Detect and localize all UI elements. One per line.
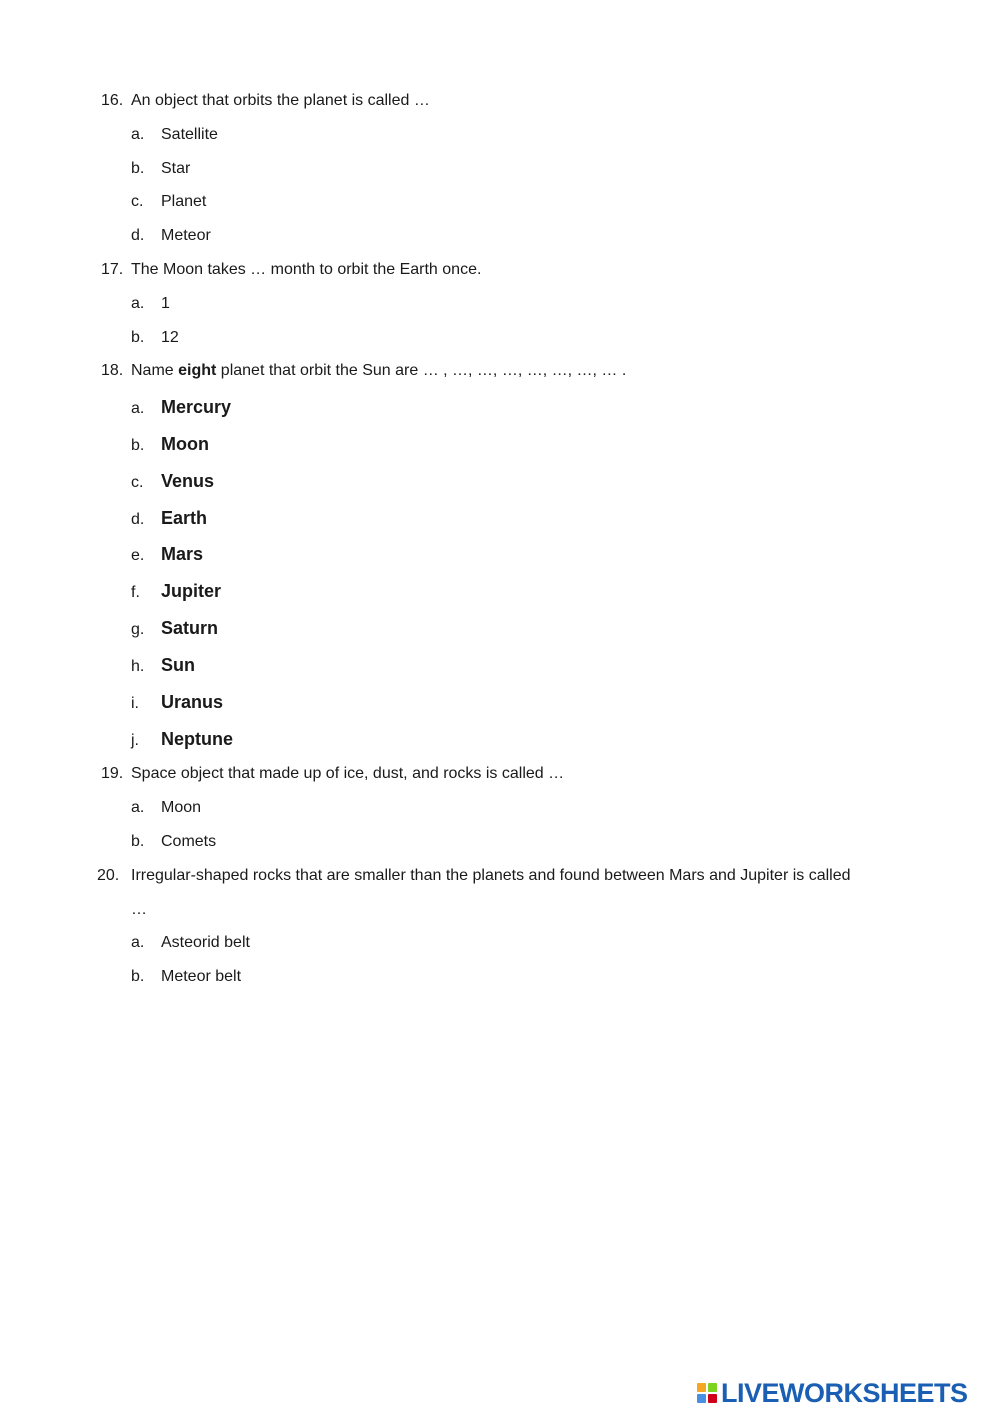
option-16a[interactable] bbox=[131, 125, 218, 145]
option-text: Saturn bbox=[161, 618, 219, 638]
question-text-bold: eight bbox=[178, 362, 217, 379]
question-17 bbox=[101, 260, 481, 280]
option-18b[interactable] bbox=[131, 434, 209, 456]
question-20 bbox=[97, 866, 851, 886]
option-18e[interactable] bbox=[131, 544, 203, 566]
option-letter: a. bbox=[131, 295, 145, 312]
option-text: Mars bbox=[161, 544, 204, 564]
option-17a[interactable] bbox=[131, 294, 170, 314]
option-text: Meteor bbox=[161, 227, 211, 244]
option-text: Mercury bbox=[161, 397, 232, 417]
option-letter: d. bbox=[131, 511, 145, 528]
option-text: Venus bbox=[161, 471, 215, 491]
logo-square bbox=[708, 1383, 717, 1392]
question-number: 20. bbox=[97, 867, 120, 884]
logo-square bbox=[708, 1394, 717, 1403]
option-text: 12 bbox=[161, 329, 179, 346]
option-19b[interactable] bbox=[131, 832, 216, 852]
option-text: Meteor belt bbox=[161, 968, 242, 985]
option-text: Planet bbox=[161, 193, 207, 210]
option-18f[interactable] bbox=[131, 581, 221, 603]
option-text: Uranus bbox=[161, 692, 224, 712]
option-20a[interactable] bbox=[131, 933, 250, 953]
option-letter: b. bbox=[131, 437, 145, 454]
option-letter: e. bbox=[131, 547, 145, 564]
question-text: Irregular-shaped rocks that are smaller than the planets and found between Mars and Jupiter is called bbox=[131, 867, 851, 884]
option-letter: c. bbox=[131, 193, 144, 210]
question-text-before: Name bbox=[131, 362, 179, 379]
option-18d[interactable] bbox=[131, 508, 207, 530]
question-number: 19. bbox=[101, 765, 124, 782]
question-number: 16. bbox=[101, 92, 124, 109]
option-text: Moon bbox=[161, 434, 209, 454]
option-18i[interactable] bbox=[131, 692, 223, 714]
option-18h[interactable] bbox=[131, 655, 195, 677]
option-18j[interactable] bbox=[131, 729, 233, 751]
option-18c[interactable] bbox=[131, 471, 214, 493]
option-letter: g. bbox=[131, 621, 145, 638]
logo-square bbox=[697, 1383, 706, 1392]
option-letter: b. bbox=[131, 160, 145, 177]
option-18a[interactable] bbox=[131, 397, 231, 419]
option-letter: a. bbox=[131, 799, 145, 816]
option-20b[interactable] bbox=[131, 967, 241, 987]
question-text: The Moon takes … month to orbit the Earth once. bbox=[131, 261, 482, 278]
option-16b[interactable] bbox=[131, 159, 190, 179]
logo-icon bbox=[697, 1383, 717, 1403]
option-letter: j. bbox=[131, 732, 139, 749]
option-text: Star bbox=[161, 160, 191, 177]
option-letter: a. bbox=[131, 126, 145, 143]
question-number: 18. bbox=[101, 362, 124, 379]
option-letter: a. bbox=[131, 934, 145, 951]
option-letter: d. bbox=[131, 227, 145, 244]
question-text: An object that orbits the planet is called … bbox=[131, 92, 430, 109]
option-text: Earth bbox=[161, 508, 208, 528]
option-18g[interactable] bbox=[131, 618, 218, 640]
question-19 bbox=[101, 764, 564, 784]
logo-text: LIVEWORKSHEETS bbox=[721, 1377, 968, 1408]
option-text: Sun bbox=[161, 655, 195, 675]
option-text: Neptune bbox=[161, 729, 233, 749]
option-letter: c. bbox=[131, 474, 144, 491]
option-letter: b. bbox=[131, 968, 145, 985]
option-text: 1 bbox=[161, 295, 170, 312]
logo-square bbox=[697, 1394, 706, 1403]
liveworksheets-logo bbox=[697, 1378, 968, 1408]
option-17b[interactable] bbox=[131, 328, 179, 348]
option-16d[interactable] bbox=[131, 226, 211, 246]
option-text: Moon bbox=[161, 799, 202, 816]
option-letter: h. bbox=[131, 658, 145, 675]
option-letter: f. bbox=[131, 584, 140, 601]
question-continuation: … bbox=[131, 901, 147, 918]
option-19a[interactable] bbox=[131, 798, 201, 818]
question-16 bbox=[101, 91, 430, 111]
question-number: 17. bbox=[101, 261, 124, 278]
option-letter: a. bbox=[131, 400, 145, 417]
option-16c[interactable] bbox=[131, 192, 206, 212]
option-letter: b. bbox=[131, 329, 145, 346]
option-letter: b. bbox=[131, 833, 145, 850]
question-18 bbox=[101, 361, 626, 381]
option-text: Asteorid belt bbox=[161, 934, 250, 951]
option-text: Jupiter bbox=[161, 581, 222, 601]
question-text-after: planet that orbit the Sun are … , …, …, …, …, …, …, … . bbox=[216, 362, 627, 379]
question-text: Space object that made up of ice, dust, and rocks is called … bbox=[131, 765, 565, 782]
option-text: Satellite bbox=[161, 126, 218, 143]
option-letter: i. bbox=[131, 695, 139, 712]
option-text: Comets bbox=[161, 833, 217, 850]
